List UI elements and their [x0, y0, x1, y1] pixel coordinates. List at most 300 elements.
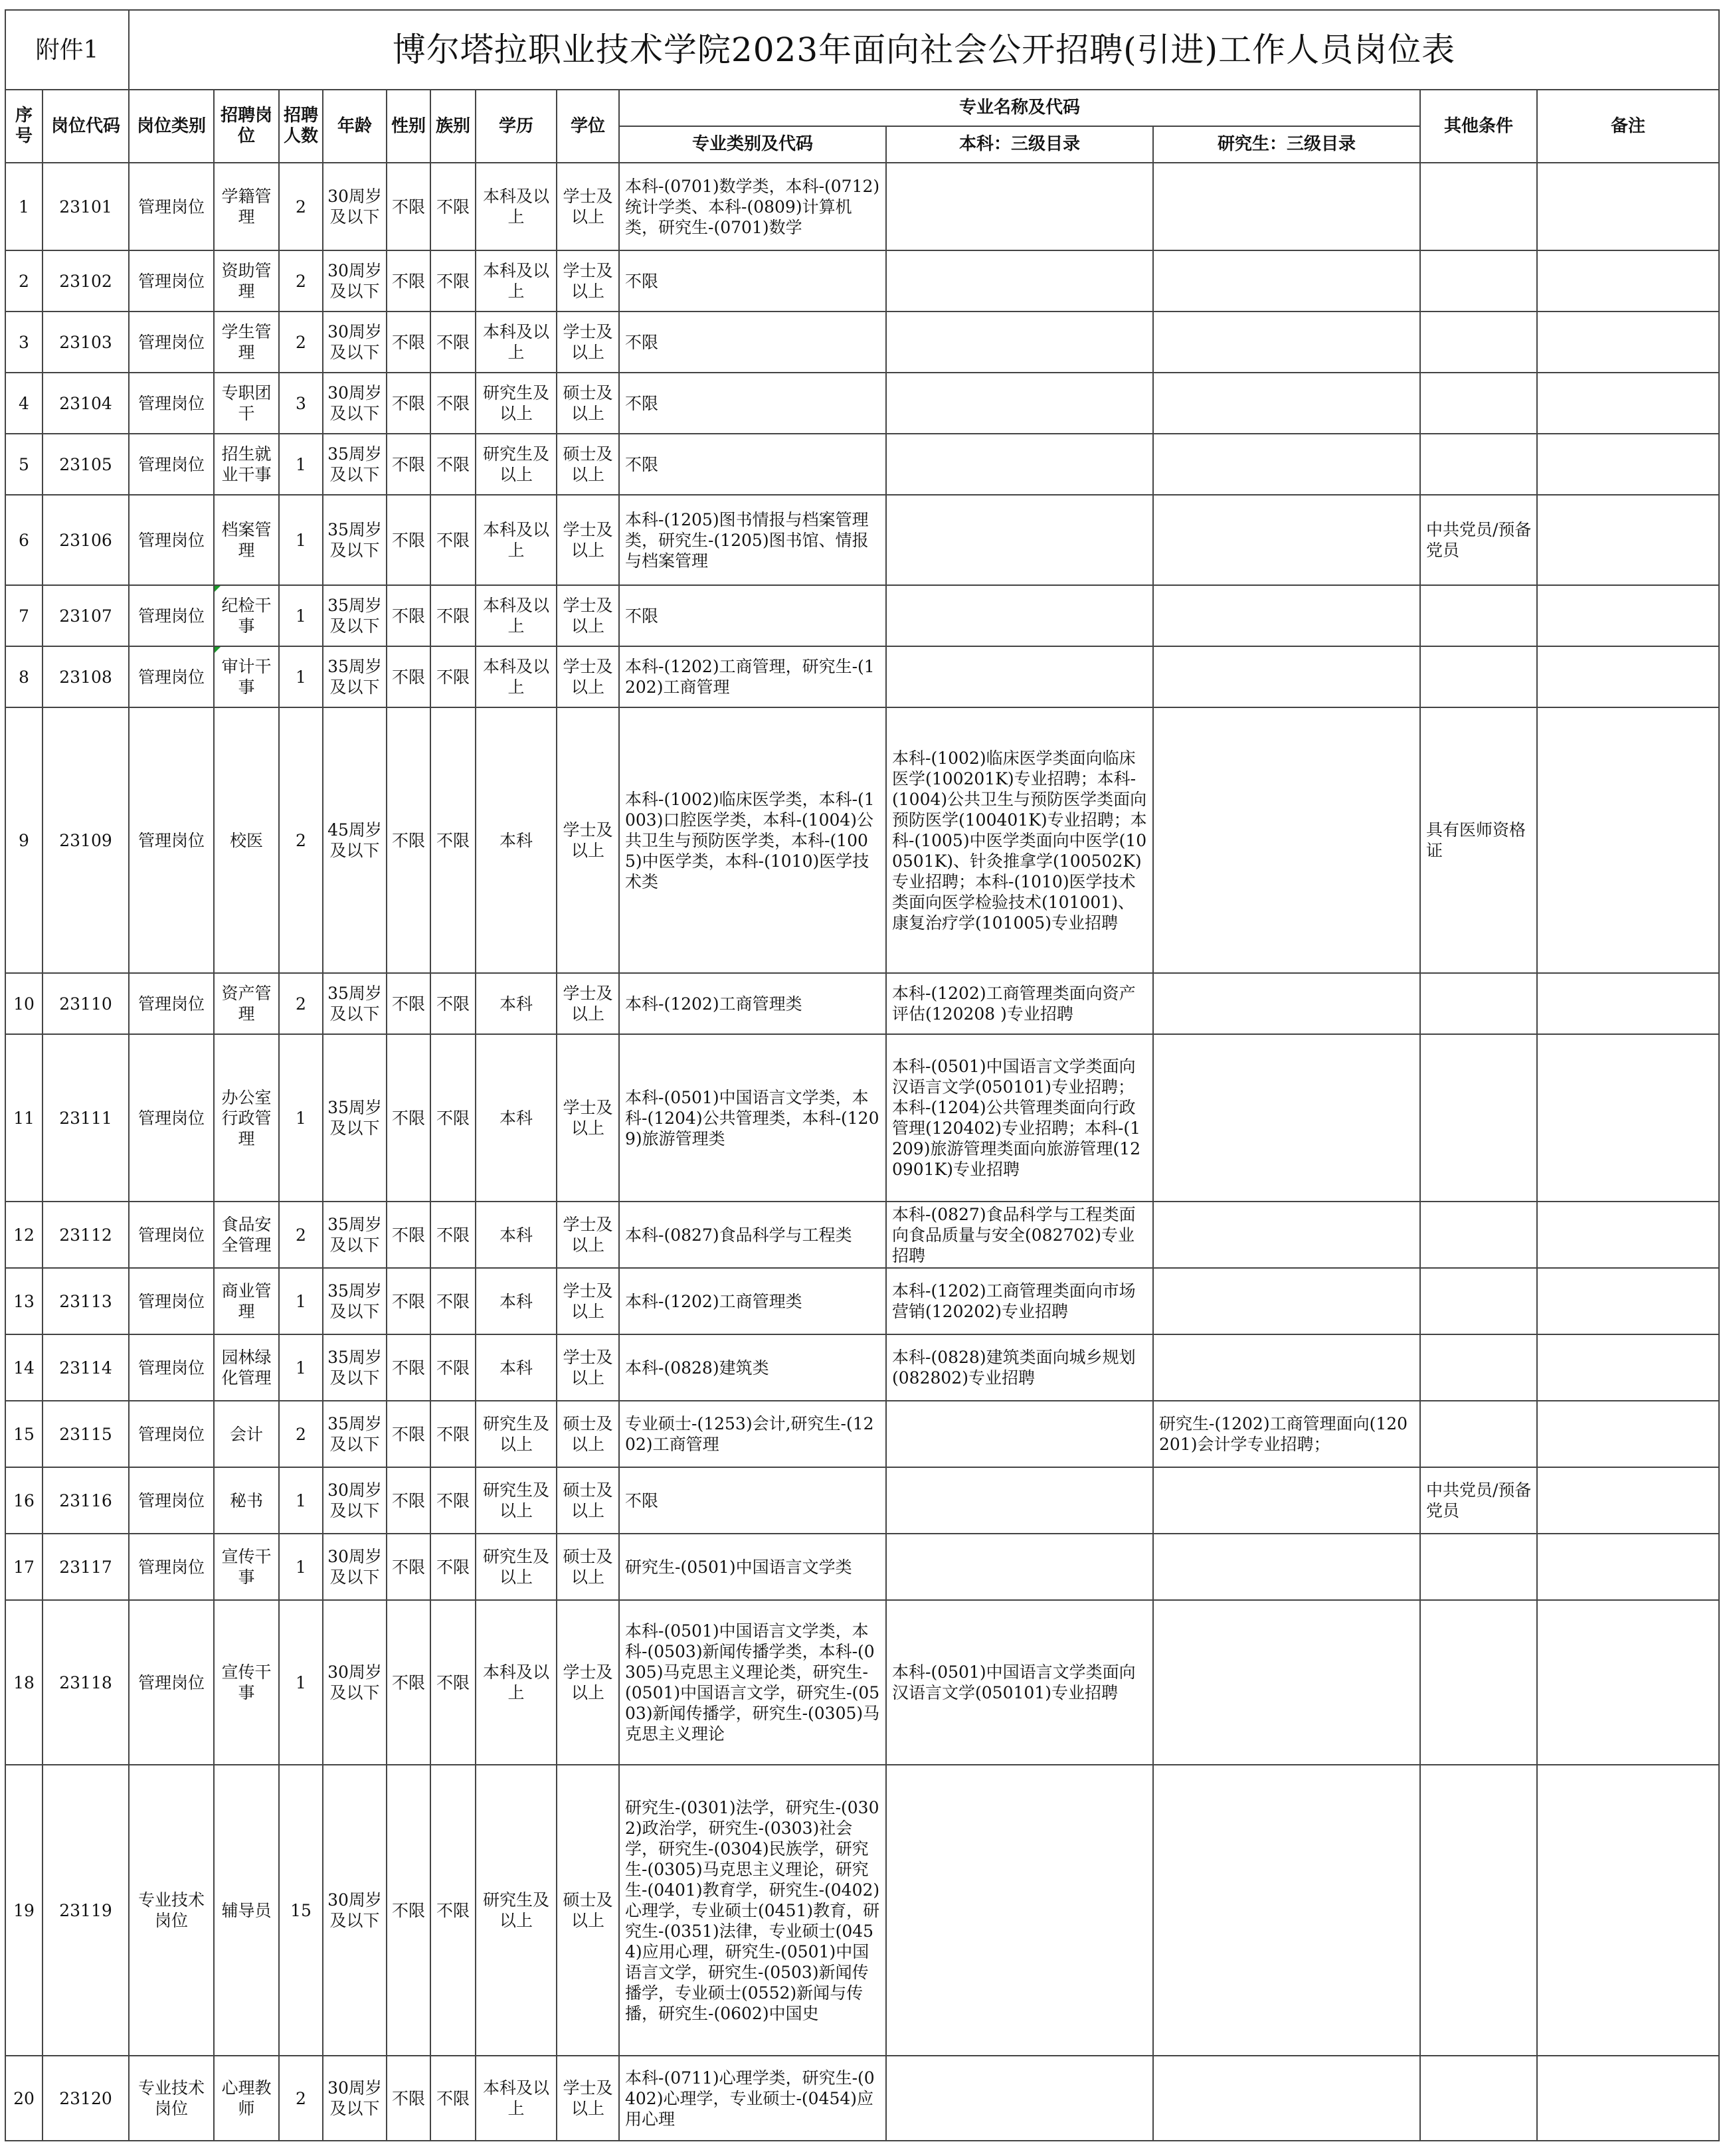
row-degree: 学士及以上 — [557, 1202, 619, 1268]
table-row — [5, 646, 1719, 707]
row-age: 35周岁及以下 — [323, 1202, 387, 1268]
row-category: 管理岗位 — [129, 1600, 214, 1765]
row-remarks — [1537, 373, 1719, 434]
row-gender: 不限 — [387, 1202, 430, 1268]
row-remarks — [1537, 707, 1719, 973]
row-remarks — [1537, 1034, 1719, 1202]
row-major: 本科-(0828)建筑类 — [619, 1334, 886, 1401]
row-category: 管理岗位 — [129, 1268, 214, 1334]
header-remarks: 备注 — [1537, 90, 1719, 163]
row-graduate — [1153, 434, 1420, 495]
table-row — [5, 1334, 1719, 1401]
row-remarks — [1537, 1765, 1719, 2056]
row-ethnicity: 不限 — [430, 312, 476, 373]
row-category: 管理岗位 — [129, 646, 214, 707]
row-position: 招生就业干事 — [214, 434, 279, 495]
row-education: 本科 — [476, 973, 557, 1034]
row-code: 23119 — [43, 1765, 129, 2056]
row-ethnicity: 不限 — [430, 1268, 476, 1334]
row-education: 本科 — [476, 1202, 557, 1268]
row-degree: 学士及以上 — [557, 1034, 619, 1202]
row-gender: 不限 — [387, 1334, 430, 1401]
row-other — [1420, 2056, 1537, 2141]
row-education: 本科及以上 — [476, 646, 557, 707]
row-remarks — [1537, 1467, 1719, 1534]
row-degree: 学士及以上 — [557, 250, 619, 312]
row-undergrad — [886, 1401, 1153, 1467]
row-education: 本科及以上 — [476, 585, 557, 646]
header-major-code: 专业类别及代码 — [619, 126, 886, 163]
row-gender: 不限 — [387, 1600, 430, 1765]
row-age: 30周岁及以下 — [323, 373, 387, 434]
row-education: 本科 — [476, 707, 557, 973]
table-row — [5, 1467, 1719, 1534]
row-major: 本科-(0827)食品科学与工程类 — [619, 1202, 886, 1268]
row-degree: 学士及以上 — [557, 646, 619, 707]
annex-label: 附件1 — [5, 10, 129, 90]
row-count: 1 — [279, 1034, 323, 1202]
row-seq: 9 — [5, 707, 43, 973]
row-graduate — [1153, 1268, 1420, 1334]
table-row — [5, 973, 1719, 1034]
row-graduate — [1153, 1534, 1420, 1600]
row-count: 2 — [279, 163, 323, 250]
row-gender: 不限 — [387, 973, 430, 1034]
table-row — [5, 2056, 1719, 2141]
row-ethnicity: 不限 — [430, 1202, 476, 1268]
row-graduate — [1153, 1334, 1420, 1401]
row-other — [1420, 646, 1537, 707]
row-ethnicity: 不限 — [430, 973, 476, 1034]
row-seq: 14 — [5, 1334, 43, 1401]
row-code: 23105 — [43, 434, 129, 495]
header-other: 其他条件 — [1420, 90, 1537, 163]
row-code: 23120 — [43, 2056, 129, 2141]
row-gender: 不限 — [387, 1268, 430, 1334]
header-degree: 学位 — [557, 90, 619, 163]
row-age: 35周岁及以下 — [323, 585, 387, 646]
row-code: 23103 — [43, 312, 129, 373]
row-other — [1420, 1334, 1537, 1401]
header-category: 岗位类别 — [129, 90, 214, 163]
row-degree: 学士及以上 — [557, 973, 619, 1034]
row-position: 园林绿化管理 — [214, 1334, 279, 1401]
row-degree: 学士及以上 — [557, 1268, 619, 1334]
row-position: 心理教师 — [214, 2056, 279, 2141]
row-other — [1420, 1765, 1537, 2056]
row-seq: 15 — [5, 1401, 43, 1467]
row-age: 35周岁及以下 — [323, 495, 387, 585]
row-degree: 学士及以上 — [557, 163, 619, 250]
row-age: 30周岁及以下 — [323, 163, 387, 250]
row-category: 管理岗位 — [129, 1202, 214, 1268]
row-major: 不限 — [619, 312, 886, 373]
row-seq: 19 — [5, 1765, 43, 2056]
row-code: 23115 — [43, 1401, 129, 1467]
row-count: 1 — [279, 1268, 323, 1334]
row-age: 35周岁及以下 — [323, 1034, 387, 1202]
row-seq: 5 — [5, 434, 43, 495]
row-code: 23109 — [43, 707, 129, 973]
row-position: 会计 — [214, 1401, 279, 1467]
table-row — [5, 495, 1719, 585]
row-undergrad — [886, 495, 1153, 585]
row-ethnicity: 不限 — [430, 434, 476, 495]
row-age: 30周岁及以下 — [323, 1765, 387, 2056]
row-remarks — [1537, 1600, 1719, 1765]
row-seq: 3 — [5, 312, 43, 373]
row-remarks — [1537, 312, 1719, 373]
row-age: 35周岁及以下 — [323, 1334, 387, 1401]
header-code: 岗位代码 — [43, 90, 129, 163]
row-count: 1 — [279, 646, 323, 707]
row-count: 1 — [279, 495, 323, 585]
row-category: 管理岗位 — [129, 373, 214, 434]
row-age: 30周岁及以下 — [323, 2056, 387, 2141]
table-row — [5, 373, 1719, 434]
row-gender: 不限 — [387, 250, 430, 312]
row-category: 管理岗位 — [129, 250, 214, 312]
row-gender: 不限 — [387, 163, 430, 250]
row-major: 不限 — [619, 1467, 886, 1534]
row-other — [1420, 1401, 1537, 1467]
row-gender: 不限 — [387, 1034, 430, 1202]
row-undergrad: 本科-(1002)临床医学类面向临床医学(100201K)专业招聘；本科-(1004)公共卫生与预防医学类面向预防医学(100401K)专业招聘；本科-(1005)中医学类面向中医学(100501K)、针灸推拿学(100502K)专业招聘；本科-(1010)医学技术类面向医学检验技术(101001)、康复治疗学(101005)专业招聘 — [886, 707, 1153, 973]
header-education: 学历 — [476, 90, 557, 163]
row-remarks — [1537, 250, 1719, 312]
row-remarks — [1537, 495, 1719, 585]
row-remarks — [1537, 163, 1719, 250]
table-row — [5, 1765, 1719, 2056]
row-degree: 学士及以上 — [557, 585, 619, 646]
row-gender: 不限 — [387, 1467, 430, 1534]
header-gender: 性别 — [387, 90, 430, 163]
row-position: 校医 — [214, 707, 279, 973]
row-education: 本科及以上 — [476, 2056, 557, 2141]
row-category: 管理岗位 — [129, 585, 214, 646]
row-major: 研究生-(0501)中国语言文学类 — [619, 1534, 886, 1600]
row-count: 2 — [279, 707, 323, 973]
row-graduate — [1153, 1202, 1420, 1268]
row-ethnicity: 不限 — [430, 250, 476, 312]
row-category: 管理岗位 — [129, 973, 214, 1034]
row-remarks — [1537, 434, 1719, 495]
table-row — [5, 1034, 1719, 1202]
row-undergrad — [886, 250, 1153, 312]
row-undergrad: 本科-(0501)中国语言文学类面向汉语言文学(050101)专业招聘；本科-(1204)公共管理类面向行政管理(120402)专业招聘；本科-(1209)旅游管理类面向旅游管理(120901K)专业招聘 — [886, 1034, 1153, 1202]
row-code: 23116 — [43, 1467, 129, 1534]
row-position: 辅导员 — [214, 1765, 279, 2056]
row-degree: 学士及以上 — [557, 1334, 619, 1401]
row-seq: 10 — [5, 973, 43, 1034]
row-count: 1 — [279, 1334, 323, 1401]
row-position: 宣传干事 — [214, 1534, 279, 1600]
row-degree: 硕士及以上 — [557, 1534, 619, 1600]
row-seq: 16 — [5, 1467, 43, 1534]
row-category: 管理岗位 — [129, 495, 214, 585]
recruitment-table — [5, 9, 1720, 2141]
row-category: 管理岗位 — [129, 1401, 214, 1467]
row-remarks — [1537, 1401, 1719, 1467]
row-seq: 20 — [5, 2056, 43, 2141]
row-gender: 不限 — [387, 2056, 430, 2141]
row-ethnicity: 不限 — [430, 373, 476, 434]
row-category: 专业技术岗位 — [129, 1765, 214, 2056]
row-count: 15 — [279, 1765, 323, 2056]
row-undergrad: 本科-(1202)工商管理类面向市场营销(120202)专业招聘 — [886, 1268, 1153, 1334]
row-age: 35周岁及以下 — [323, 646, 387, 707]
row-position: 学籍管理 — [214, 163, 279, 250]
row-other — [1420, 1202, 1537, 1268]
row-code: 23117 — [43, 1534, 129, 1600]
row-category: 管理岗位 — [129, 1034, 214, 1202]
row-education: 本科及以上 — [476, 250, 557, 312]
row-other — [1420, 373, 1537, 434]
row-major: 不限 — [619, 434, 886, 495]
row-education: 本科及以上 — [476, 1600, 557, 1765]
row-ethnicity: 不限 — [430, 707, 476, 973]
row-education: 研究生及以上 — [476, 1401, 557, 1467]
row-count: 2 — [279, 250, 323, 312]
row-category: 专业技术岗位 — [129, 2056, 214, 2141]
row-seq: 13 — [5, 1268, 43, 1334]
row-position: 档案管理 — [214, 495, 279, 585]
row-ethnicity: 不限 — [430, 495, 476, 585]
row-ethnicity: 不限 — [430, 2056, 476, 2141]
header-graduate: 研究生：三级目录 — [1153, 126, 1420, 163]
row-code: 23108 — [43, 646, 129, 707]
row-seq: 11 — [5, 1034, 43, 1202]
row-undergrad: 本科-(0827)食品科学与工程类面向食品质量与安全(082702)专业招聘 — [886, 1202, 1153, 1268]
row-degree: 学士及以上 — [557, 707, 619, 973]
row-graduate — [1153, 1765, 1420, 2056]
row-major: 本科-(0501)中国语言文学类，本科-(0503)新闻传播学类，本科-(0305)马克思主义理论类，研究生-(0501)中国语言文学，研究生-(0503)新闻传播学，研究生-(0305)马克思主义理论 — [619, 1600, 886, 1765]
row-degree: 硕士及以上 — [557, 434, 619, 495]
table-row — [5, 250, 1719, 312]
row-seq: 7 — [5, 585, 43, 646]
row-count: 2 — [279, 973, 323, 1034]
row-position: 专职团干 — [214, 373, 279, 434]
row-position: 秘书 — [214, 1467, 279, 1534]
row-count: 1 — [279, 585, 323, 646]
row-undergrad — [886, 2056, 1153, 2141]
row-graduate — [1153, 1467, 1420, 1534]
row-seq: 18 — [5, 1600, 43, 1765]
row-gender: 不限 — [387, 1765, 430, 2056]
row-education: 研究生及以上 — [476, 1765, 557, 2056]
table-row — [5, 1268, 1719, 1334]
row-other — [1420, 250, 1537, 312]
row-gender: 不限 — [387, 1534, 430, 1600]
row-major: 本科-(1202)工商管理，研究生-(1202)工商管理 — [619, 646, 886, 707]
row-degree: 硕士及以上 — [557, 1467, 619, 1534]
table-row — [5, 434, 1719, 495]
row-position: 审计干事 — [214, 646, 279, 707]
header-position: 招聘岗位 — [214, 90, 279, 163]
table-row — [5, 163, 1719, 250]
row-graduate — [1153, 373, 1420, 434]
row-ethnicity: 不限 — [430, 1467, 476, 1534]
row-graduate — [1153, 1034, 1420, 1202]
row-major: 本科-(1202)工商管理类 — [619, 1268, 886, 1334]
table-row — [5, 1202, 1719, 1268]
row-other — [1420, 585, 1537, 646]
row-age: 35周岁及以下 — [323, 1268, 387, 1334]
row-other — [1420, 1534, 1537, 1600]
row-position: 食品安全管理 — [214, 1202, 279, 1268]
row-age: 45周岁及以下 — [323, 707, 387, 973]
row-ethnicity: 不限 — [430, 1334, 476, 1401]
row-education: 本科 — [476, 1334, 557, 1401]
row-seq: 1 — [5, 163, 43, 250]
row-ethnicity: 不限 — [430, 1034, 476, 1202]
row-ethnicity: 不限 — [430, 1765, 476, 2056]
row-major: 本科-(0711)心理学类，研究生-(0402)心理学，专业硕士-(0454)应用心理 — [619, 2056, 886, 2141]
header-undergrad: 本科：三级目录 — [886, 126, 1153, 163]
row-major: 研究生-(0301)法学，研究生-(0302)政治学，研究生-(0303)社会学，研究生-(0304)民族学，研究生-(0305)马克思主义理论，研究生-(0401)教育学，研究生-(0402)心理学，专业硕士(0451)教育，研究生-(0351)法律，专业硕士(0454)应用心理，研究生-(0501)中国语言文学，研究生-(0503)新闻传播学，专业硕士(0552)新闻与传播，研究生-(0602)中国史 — [619, 1765, 886, 2056]
row-undergrad: 本科-(1202)工商管理类面向资产评估(120208 )专业招聘 — [886, 973, 1153, 1034]
row-major: 本科-(0701)数学类，本科-(0712)统计学类、本科-(0809)计算机类，研究生-(0701)数学 — [619, 163, 886, 250]
row-code: 23113 — [43, 1268, 129, 1334]
row-age: 35周岁及以下 — [323, 1401, 387, 1467]
header-major-group: 专业名称及代码 — [619, 90, 1420, 126]
row-other — [1420, 434, 1537, 495]
row-ethnicity: 不限 — [430, 1534, 476, 1600]
row-seq: 12 — [5, 1202, 43, 1268]
row-undergrad: 本科-(0828)建筑类面向城乡规划(082802)专业招聘 — [886, 1334, 1153, 1401]
row-major: 本科-(0501)中国语言文学类，本科-(1204)公共管理类，本科-(1209)旅游管理类 — [619, 1034, 886, 1202]
row-graduate — [1153, 163, 1420, 250]
row-other — [1420, 1034, 1537, 1202]
row-position: 资助管理 — [214, 250, 279, 312]
row-degree: 硕士及以上 — [557, 1765, 619, 2056]
row-major: 本科-(1202)工商管理类 — [619, 973, 886, 1034]
table-row — [5, 312, 1719, 373]
row-age: 30周岁及以下 — [323, 1534, 387, 1600]
row-ethnicity: 不限 — [430, 646, 476, 707]
row-other: 中共党员/预备党员 — [1420, 1467, 1537, 1534]
row-position: 商业管理 — [214, 1268, 279, 1334]
row-seq: 8 — [5, 646, 43, 707]
row-undergrad: 本科-(0501)中国语言文学类面向汉语言文学(050101)专业招聘 — [886, 1600, 1153, 1765]
row-major: 本科-(1002)临床医学类，本科-(1003)口腔医学类，本科-(1004)公共卫生与预防医学类，本科-(1005)中医学类，本科-(1010)医学技术类 — [619, 707, 886, 973]
row-code: 23101 — [43, 163, 129, 250]
table-row — [5, 585, 1719, 646]
row-education: 本科 — [476, 1268, 557, 1334]
row-degree: 学士及以上 — [557, 1600, 619, 1765]
table-row — [5, 1401, 1719, 1467]
row-graduate — [1153, 312, 1420, 373]
row-degree: 学士及以上 — [557, 495, 619, 585]
row-education: 本科 — [476, 1034, 557, 1202]
table-row — [5, 1600, 1719, 1765]
row-graduate — [1153, 973, 1420, 1034]
row-code: 23107 — [43, 585, 129, 646]
row-gender: 不限 — [387, 585, 430, 646]
row-age: 30周岁及以下 — [323, 250, 387, 312]
row-graduate — [1153, 646, 1420, 707]
row-code: 23118 — [43, 1600, 129, 1765]
row-code: 23114 — [43, 1334, 129, 1401]
row-other — [1420, 1268, 1537, 1334]
row-graduate — [1153, 585, 1420, 646]
row-remarks — [1537, 646, 1719, 707]
row-count: 1 — [279, 1534, 323, 1600]
row-undergrad — [886, 1534, 1153, 1600]
row-ethnicity: 不限 — [430, 1401, 476, 1467]
table-row — [5, 707, 1719, 973]
row-remarks — [1537, 1334, 1719, 1401]
row-major: 不限 — [619, 250, 886, 312]
row-ethnicity: 不限 — [430, 1600, 476, 1765]
row-ethnicity: 不限 — [430, 585, 476, 646]
row-graduate: 研究生-(1202)工商管理面向(120201)会计学专业招聘； — [1153, 1401, 1420, 1467]
row-gender: 不限 — [387, 373, 430, 434]
row-count: 2 — [279, 1401, 323, 1467]
header-row-top — [5, 90, 1719, 126]
row-remarks — [1537, 973, 1719, 1034]
row-gender: 不限 — [387, 1401, 430, 1467]
table-row — [5, 1534, 1719, 1600]
row-education: 本科及以上 — [476, 163, 557, 250]
row-category: 管理岗位 — [129, 1467, 214, 1534]
title-row — [5, 10, 1719, 90]
row-age: 30周岁及以下 — [323, 1600, 387, 1765]
row-graduate — [1153, 707, 1420, 973]
row-seq: 6 — [5, 495, 43, 585]
row-gender: 不限 — [387, 646, 430, 707]
row-count: 2 — [279, 2056, 323, 2141]
row-remarks — [1537, 1534, 1719, 1600]
row-count: 1 — [279, 1600, 323, 1765]
row-count: 2 — [279, 1202, 323, 1268]
row-position: 宣传干事 — [214, 1600, 279, 1765]
row-remarks — [1537, 2056, 1719, 2141]
row-major: 不限 — [619, 585, 886, 646]
row-count: 3 — [279, 373, 323, 434]
row-education: 研究生及以上 — [476, 373, 557, 434]
row-gender: 不限 — [387, 434, 430, 495]
row-position: 学生管理 — [214, 312, 279, 373]
row-age: 35周岁及以下 — [323, 434, 387, 495]
row-code: 23111 — [43, 1034, 129, 1202]
row-remarks — [1537, 1202, 1719, 1268]
row-gender: 不限 — [387, 495, 430, 585]
row-age: 30周岁及以下 — [323, 1467, 387, 1534]
row-undergrad — [886, 585, 1153, 646]
row-code: 23106 — [43, 495, 129, 585]
row-degree: 学士及以上 — [557, 312, 619, 373]
row-gender: 不限 — [387, 707, 430, 973]
row-education: 研究生及以上 — [476, 1534, 557, 1600]
row-major: 不限 — [619, 373, 886, 434]
row-graduate — [1153, 2056, 1420, 2141]
row-undergrad — [886, 1765, 1153, 2056]
row-position: 纪检干事 — [214, 585, 279, 646]
row-education: 本科及以上 — [476, 312, 557, 373]
row-position: 办公室行政管理 — [214, 1034, 279, 1202]
row-position: 资产管理 — [214, 973, 279, 1034]
row-gender: 不限 — [387, 312, 430, 373]
row-other: 中共党员/预备党员 — [1420, 495, 1537, 585]
row-category: 管理岗位 — [129, 707, 214, 973]
row-remarks — [1537, 585, 1719, 646]
row-undergrad — [886, 373, 1153, 434]
row-major: 本科-(1205)图书情报与档案管理类，研究生-(1205)图书馆、情报与档案管理 — [619, 495, 886, 585]
row-education: 研究生及以上 — [476, 1467, 557, 1534]
row-degree: 学士及以上 — [557, 2056, 619, 2141]
table-body — [5, 10, 1719, 2141]
